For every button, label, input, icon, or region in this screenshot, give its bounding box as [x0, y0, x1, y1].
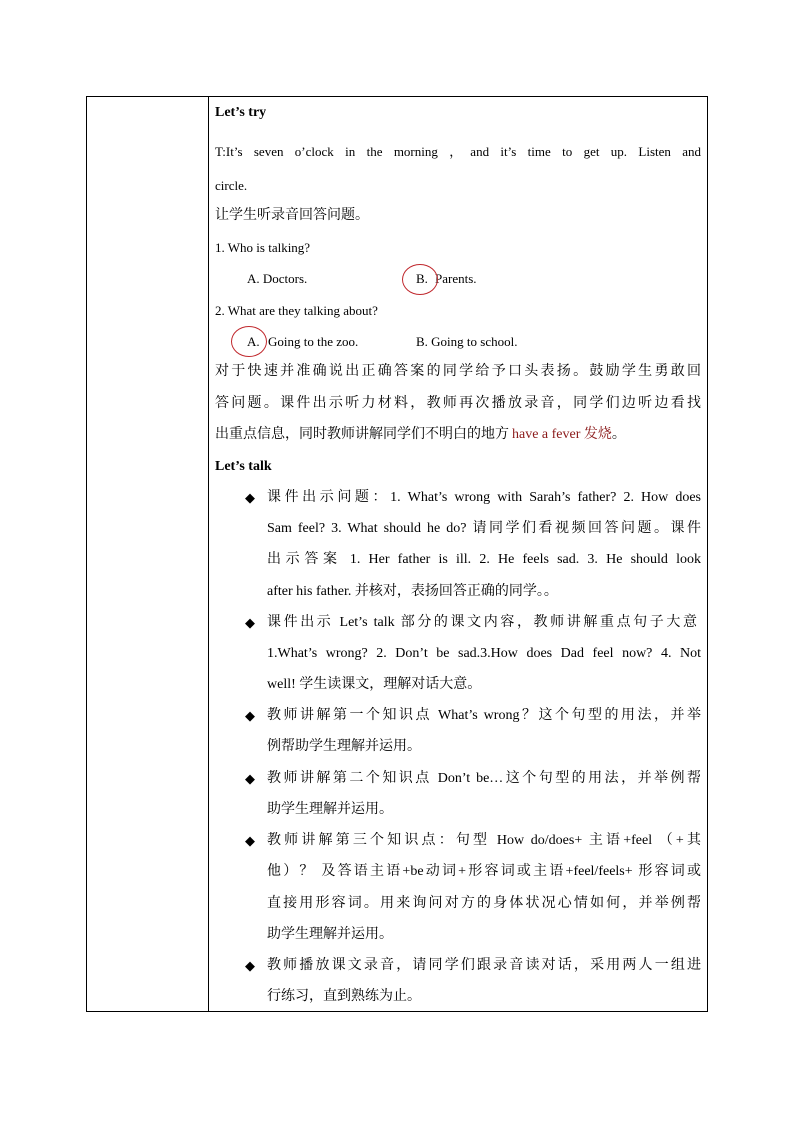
question-2-option-a-letter: A. [247, 334, 260, 349]
praise-line-3 [215, 427, 626, 443]
talk-item-3-line-1: 教师讲解第一个知识点 What’s wrong？这个句型的用法，并举 [267, 708, 701, 723]
talk-item-2-line-3: well! 学生读课文，理解对话大意。 [267, 677, 482, 692]
vocab-highlight: have a fever 发烧 [512, 427, 612, 442]
talk-item-5-line-4: 助学生理解并运用。 [267, 927, 393, 942]
talk-item-4-line-2: 助学生理解并运用。 [267, 802, 393, 817]
lets-try-task: 让学生听录音回答问题。 [215, 208, 369, 223]
question-2: 2. What are they talking about? [215, 303, 378, 318]
praise-line-1: 对于快速并准确说出正确答案的同学给予口头表扬。鼓励学生勇敢回 [215, 364, 701, 379]
bullet-icon: ◆ [245, 771, 255, 786]
talk-item-1-line-4: after his father. 并核对，表扬回答正确的同学。。 [267, 584, 558, 599]
bullet-icon: ◆ [245, 708, 255, 723]
talk-item-5-line-2: 他）？ 及答语主语+be动词+形容词或主语+feel/feels+ 形容词或 [267, 864, 701, 879]
bullet-icon: ◆ [245, 490, 255, 505]
talk-item-2-line-2: 1.What’s wrong? 2. Don’t be sad.3.How does Dad feel now? 4. Not [267, 646, 701, 661]
question-1-option-b-text: Parents. [435, 271, 477, 286]
question-2-option-b: B. Going to school. [416, 334, 518, 349]
praise-line-2: 答问题。课件出示听力材料，教师再次播放录音，同学们边听边看找 [215, 396, 701, 411]
lets-try-instruction-line1: T:It’s seven o’clock in the morning ，and it’s time to get up. Listen and [215, 144, 701, 159]
talk-item-5-line-1: 教师讲解第三个知识点：句型 How do/does+ 主语+feel （+其 [267, 833, 701, 848]
talk-item-2-line-1: 课件出示 Let’s talk 部分的课文内容，教师讲解重点句子大意 [267, 615, 697, 630]
lets-try-instruction-line2: circle. [215, 178, 248, 193]
bullet-icon: ◆ [245, 833, 255, 848]
talk-item-1-line-1: 课件出示问题：1. What’s wrong with Sarah’s father? 2. How does [267, 490, 701, 505]
talk-item-1-line-3: 出示答案 1. Her father is ill. 2. He feels sad. 3. He should look [267, 552, 701, 567]
praise-line-3-prefix: 出重点信息，同时教师讲解同学们不明白的地方 [215, 427, 509, 442]
bullet-icon: ◆ [245, 958, 255, 973]
talk-item-4-line-1: 教师讲解第二个知识点 Don’t be…这个句型的用法，并举例帮 [267, 771, 701, 786]
question-1-option-b-letter: B. [416, 271, 428, 286]
talk-item-5-line-3: 直接用形容词。用来询问对方的身体状况心情如何，并举例帮 [267, 896, 701, 911]
table-left-column [87, 97, 209, 1011]
talk-item-3-line-2: 例帮助学生理解并运用。 [267, 739, 421, 754]
answer-circle-q1 [402, 264, 438, 295]
bullet-icon: ◆ [245, 615, 255, 630]
talk-item-1-line-2: Sam feel? 3. What should he do? 请同学们看视频回答问题。课件 [267, 521, 701, 536]
praise-line-3-suffix: 。 [611, 427, 626, 442]
answer-circle-q2 [231, 326, 267, 357]
lets-talk-heading: Let’s talk [215, 459, 272, 474]
question-1: 1. Who is talking? [215, 240, 311, 255]
talk-item-6-line-2: 行练习，直到熟练为止。 [267, 989, 421, 1004]
lets-try-heading: Let’s try [215, 105, 267, 120]
question-2-option-a-text: Going to the zoo. [268, 334, 359, 349]
question-1-option-a: A. Doctors. [247, 271, 308, 286]
talk-item-6-line-1: 教师播放课文录音，请同学们跟录音读对话，采用两人一组进 [267, 958, 701, 973]
